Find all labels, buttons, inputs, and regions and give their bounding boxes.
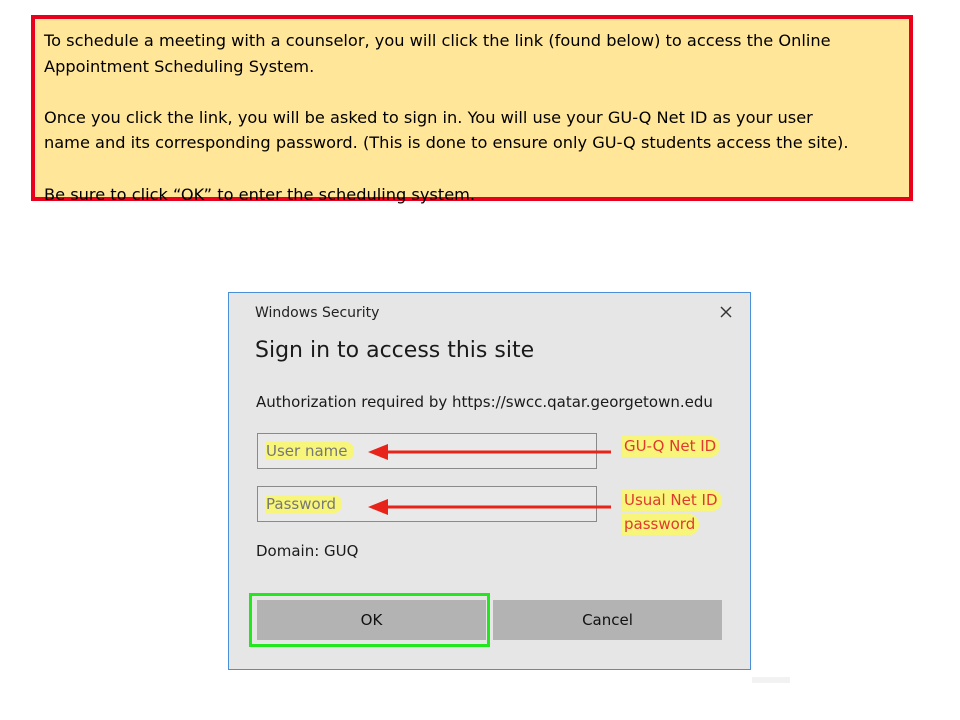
username-input[interactable]: [258, 434, 596, 468]
password-field[interactable]: [257, 486, 597, 522]
instruction-line: Be sure to click “OK” to enter the scheduling system.: [44, 184, 476, 204]
password-annotation-line2: password: [622, 514, 699, 535]
instruction-line: Once you click the link, you will be asked to sign in. You will use your GU-Q Net ID as your user: [44, 107, 813, 127]
username-annotation: GU-Q Net ID: [622, 436, 720, 457]
password-input[interactable]: [258, 487, 596, 521]
dialog-window-title: Windows Security: [255, 305, 380, 321]
domain-label: Domain: GUQ: [256, 542, 359, 560]
username-field[interactable]: [257, 433, 597, 469]
ok-button[interactable]: OK: [257, 600, 486, 640]
password-annotation-line1: Usual Net ID: [622, 490, 722, 511]
instruction-line: To schedule a meeting with a counselor, you will click the link (found below) to access the Online: [44, 31, 831, 50]
username-placeholder: User name: [266, 442, 354, 460]
background-smudge: [752, 677, 790, 683]
close-icon[interactable]: [715, 301, 737, 323]
cancel-button[interactable]: Cancel: [493, 600, 722, 640]
instruction-line: Appointment Scheduling System.: [44, 56, 315, 76]
instruction-line: name and its corresponding password. (This is done to ensure only GU-Q students access the site).: [44, 133, 849, 153]
dialog-heading: Sign in to access this site: [255, 338, 535, 363]
authorization-text: Authorization required by https://swcc.qatar.georgetown.edu: [256, 393, 713, 411]
windows-security-dialog: [228, 292, 751, 670]
password-placeholder: Password: [266, 495, 342, 513]
instructions-box: [31, 15, 913, 204]
